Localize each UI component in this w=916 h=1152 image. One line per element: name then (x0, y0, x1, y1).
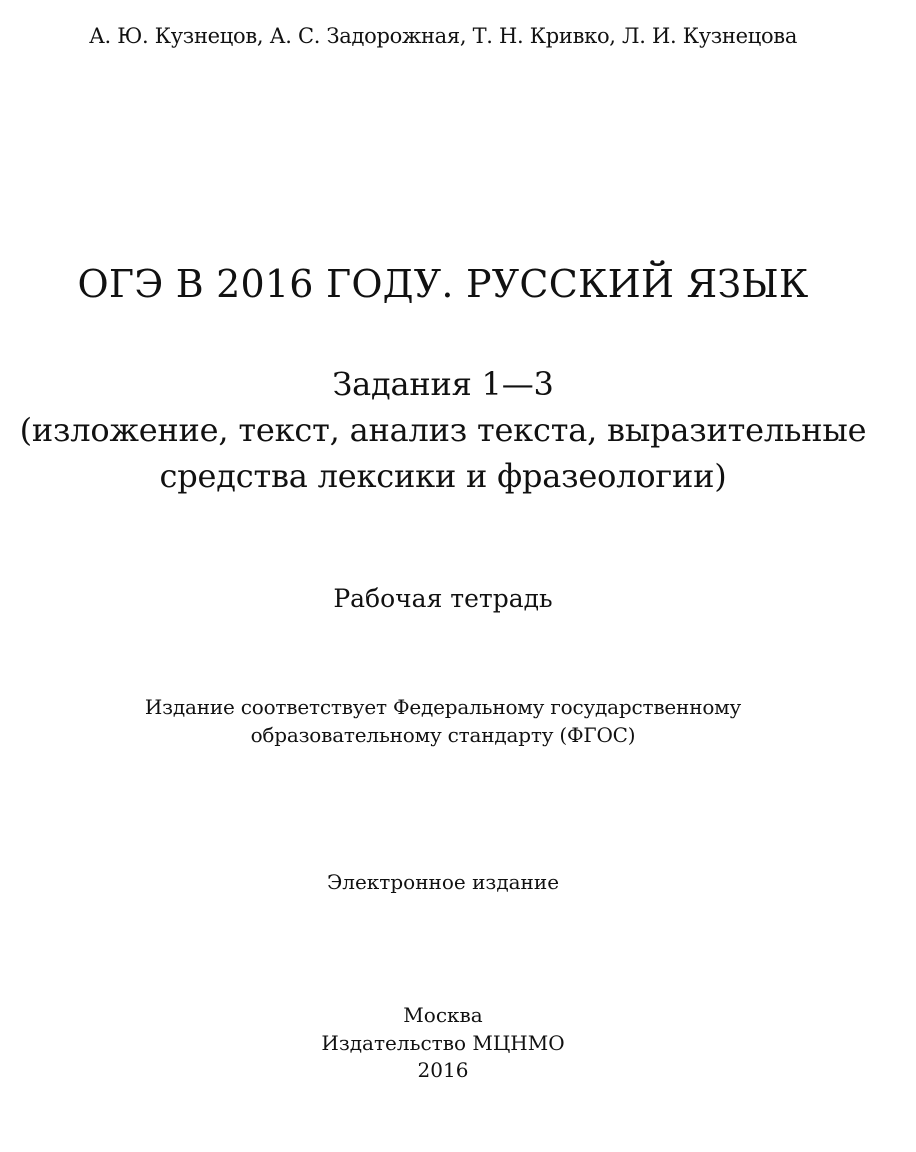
subtitle-line-2: (изложение, текст, анализ текста, выразительные (19, 411, 867, 449)
imprint-publisher: Издательство МЦНМО (321, 1031, 565, 1055)
subtitle-line-1: Задания 1—3 (332, 365, 554, 403)
imprint-city: Москва (403, 1003, 483, 1027)
imprint-year: 2016 (417, 1058, 469, 1082)
workbook-label: Рабочая тетрадь (333, 584, 553, 613)
standard-note-line-2: образовательному стандарту (ФГОС) (250, 723, 636, 747)
edition-label: Электронное издание (326, 870, 560, 894)
book-title: ОГЭ В 2016 ГОДУ. РУССКИЙ ЯЗЫК (77, 262, 809, 306)
authors-line: А. Ю. Кузнецов, А. С. Задорожная, Т. Н. Кривко, Л. И. Кузнецова (88, 24, 798, 48)
subtitle-line-3: средства лексики и фразеологии) (159, 457, 727, 495)
standard-note-line-1: Издание соответствует Федеральному государственному (144, 695, 742, 719)
